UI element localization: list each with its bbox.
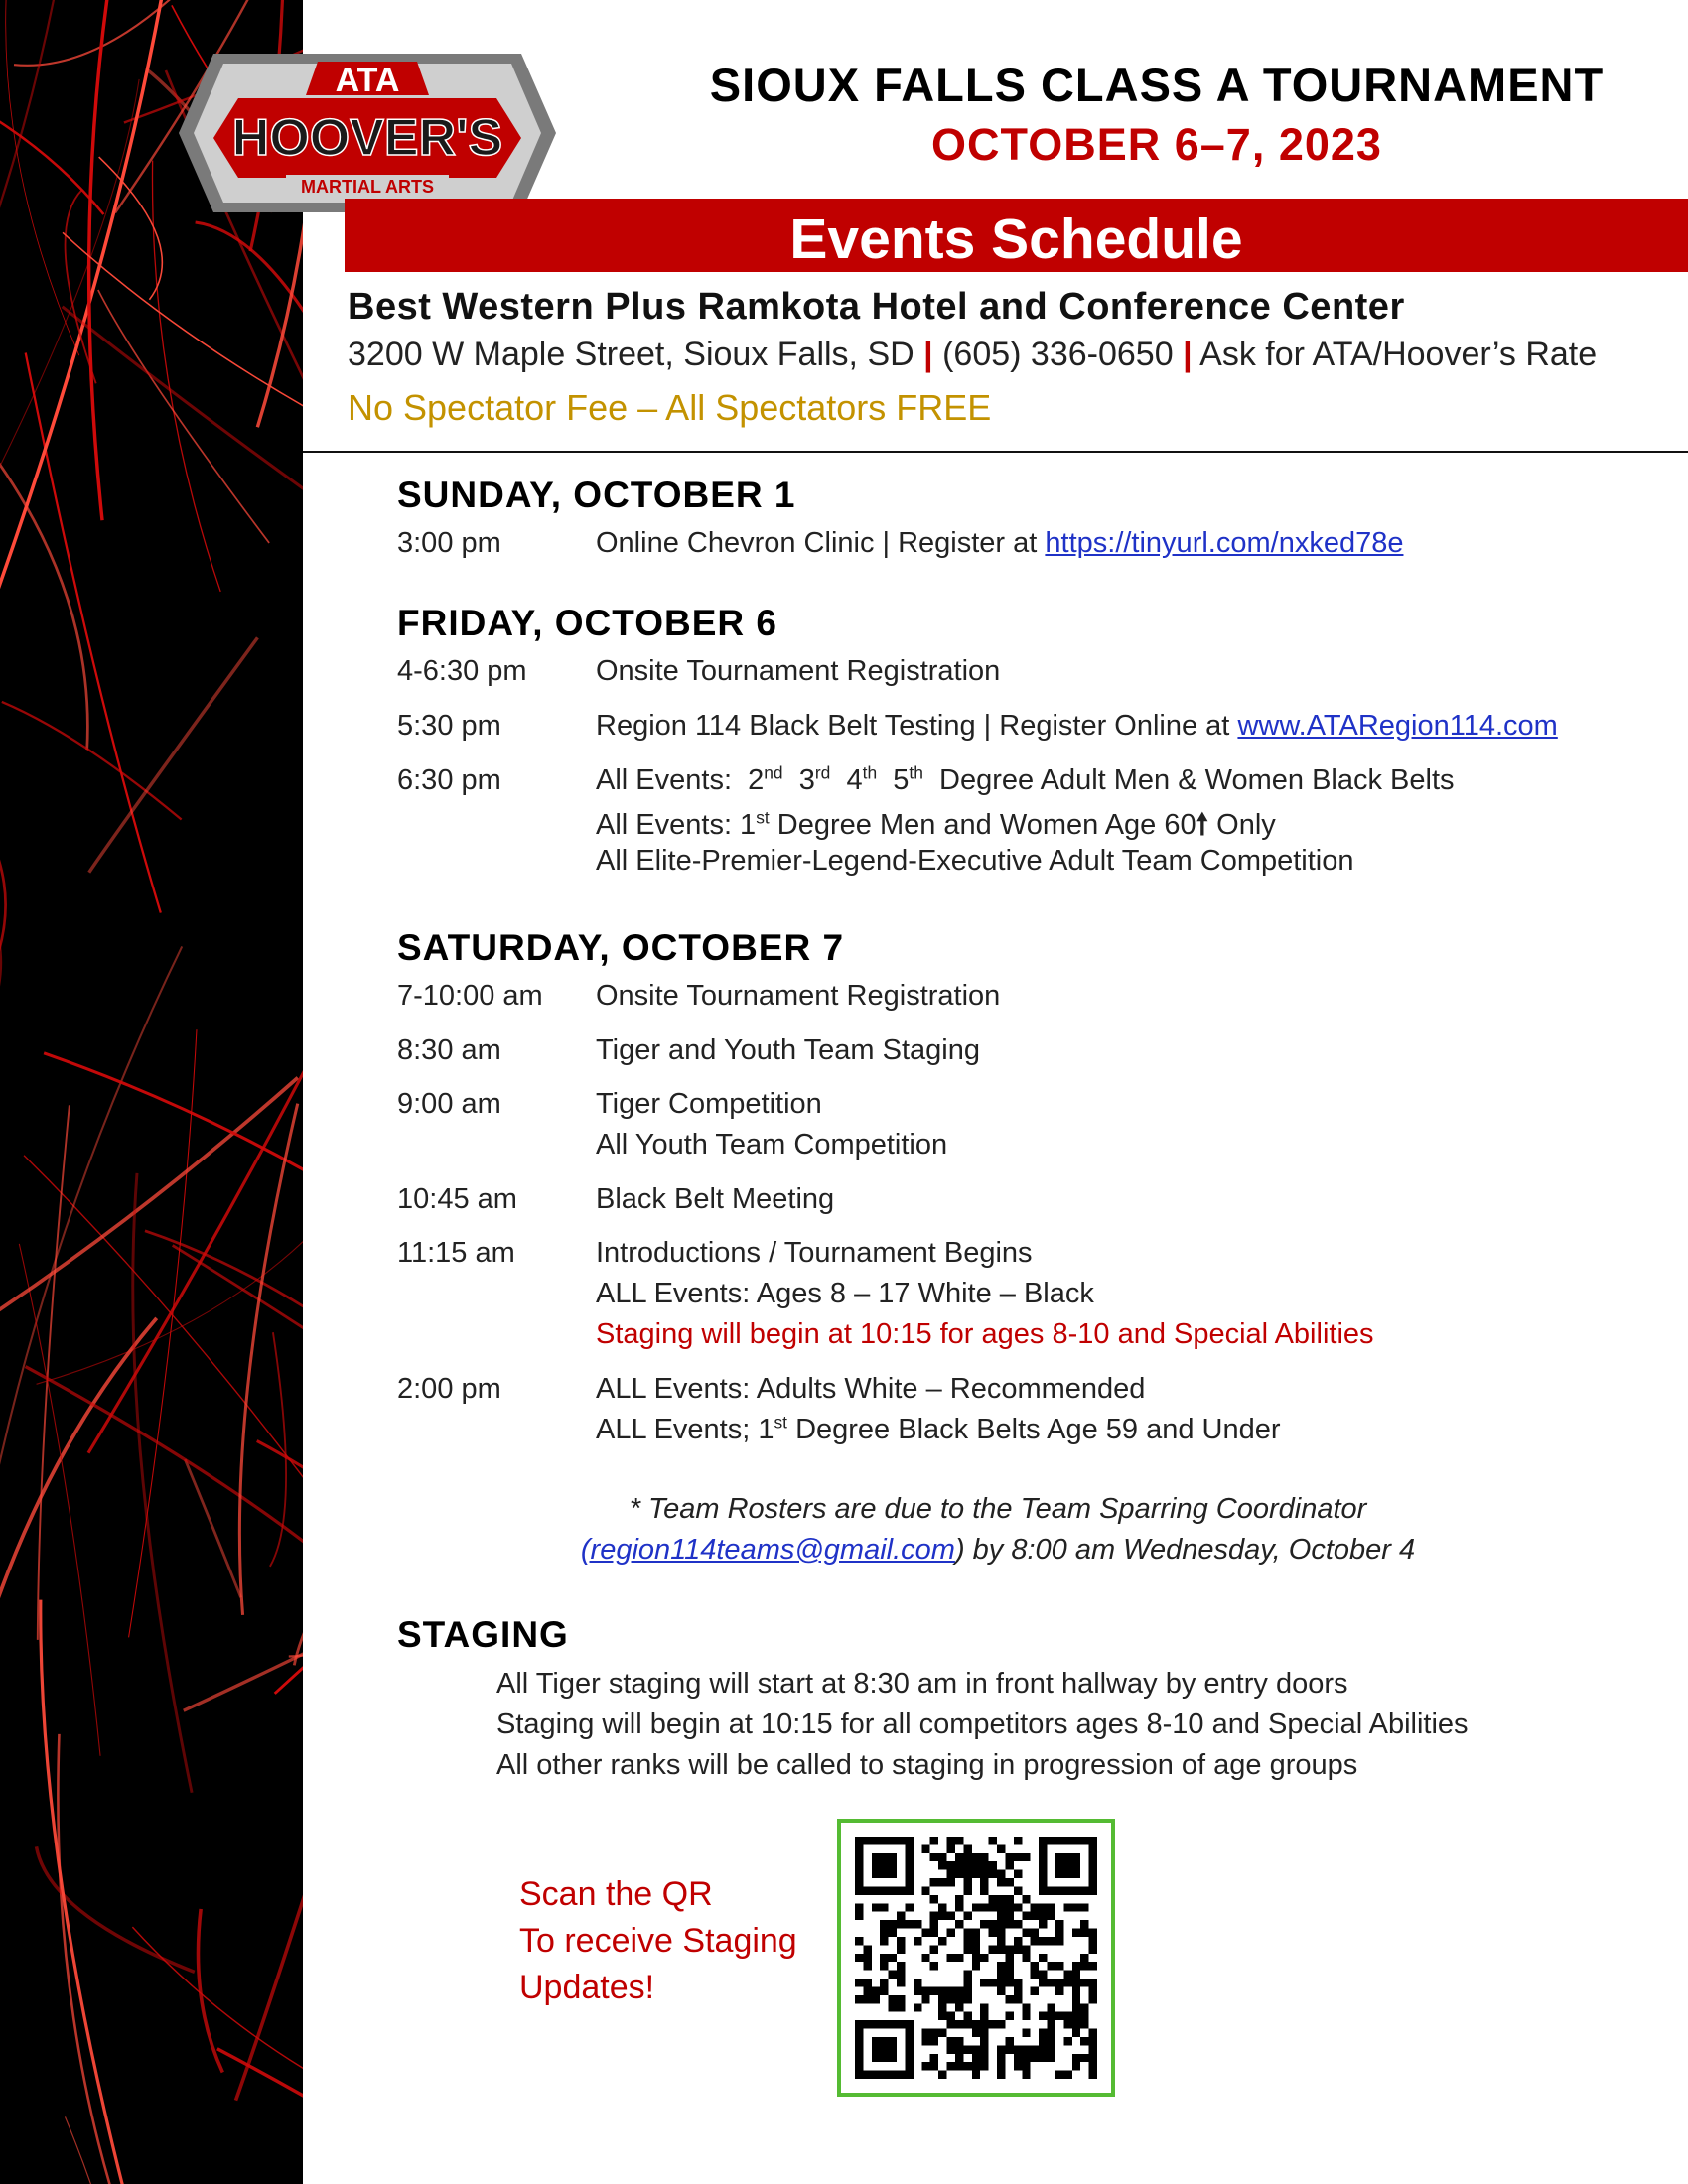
laser-streak [26, 1367, 303, 1605]
venue-name: Best Western Plus Ramkota Hotel and Conference Center [348, 286, 1405, 328]
ordinal-suffix: th [862, 762, 878, 783]
event-description: ALL Events: Adults White – Recommended [596, 1373, 1146, 1405]
staging-line: All other ranks will be called to staging in progression of age groups [496, 1749, 1358, 1781]
laser-streak [239, 1104, 297, 1615]
staging-warning: Staging will begin at 10:15 for ages 8-10 and Special Abilities [596, 1318, 1374, 1350]
degree-number: 5 [893, 764, 910, 796]
separator: | [1183, 336, 1193, 373]
event-description: Onsite Tournament Registration [596, 655, 1001, 687]
event-text: Online Chevron Clinic | Register at [596, 527, 1046, 559]
event-text: ALL Events; 1 [596, 1414, 774, 1445]
event-description: Onsite Tournament Registration [596, 980, 1001, 1012]
ordinal-suffix: st [774, 1412, 788, 1433]
svg-text:MARTIAL ARTS: MARTIAL ARTS [301, 177, 434, 197]
degree-number: 4 [846, 764, 863, 796]
ordinal-suffix: st [756, 807, 770, 828]
laser-streak [0, 931, 1, 1085]
staging-line: Staging will begin at 10:15 for all competitors ages 8-10 and Special Abilities [496, 1708, 1469, 1740]
tournament-dates: OCTOBER 6–7, 2023 [931, 119, 1382, 170]
laser-streak [24, 1156, 303, 1759]
laser-streak [275, 1553, 303, 1694]
event-text: Degree Black Belts Age 59 and Under [787, 1414, 1281, 1445]
svg-text:ATA: ATA [335, 62, 400, 99]
ordinal-suffix: th [909, 762, 923, 783]
event-time: 6:30 pm [397, 764, 501, 796]
laser-streak [0, 772, 6, 973]
laser-streak [133, 1173, 192, 1793]
event-description: All Elite-Premier-Legend-Executive Adult Team Competition [596, 845, 1354, 877]
event-time: 7-10:00 am [397, 980, 543, 1012]
spectator-fee-note: No Spectator Fee – All Spectators FREE [348, 387, 992, 428]
chevron-clinic-register-link[interactable]: https://tinyurl.com/nxked78e [1045, 527, 1404, 559]
laser-streak [0, 106, 103, 214]
laser-streak [185, 1459, 240, 1597]
laser-streak [217, 2049, 303, 2184]
qr-code-frame[interactable] [837, 1819, 1115, 2097]
header-divider [303, 451, 1688, 453]
up-arrow-icon: 🠕 [1196, 807, 1209, 841]
event-description: ALL Events: Ages 8 – 17 White – Black [596, 1278, 1094, 1309]
event-text: All Events: 1 [596, 809, 757, 841]
day-heading-saturday: SATURDAY, OCTOBER 7 [397, 927, 845, 968]
laser-streak [98, 290, 269, 543]
laser-streak [0, 0, 87, 273]
region-114-register-link[interactable]: www.ATARegion114.com [1237, 710, 1558, 742]
tournament-title: SIOUX FALLS CLASS A TOURNAMENT [709, 59, 1605, 111]
event-time: 10:45 am [397, 1183, 517, 1215]
svg-text:HOOVER'S: HOOVER'S [231, 109, 503, 167]
laser-streak [65, 2116, 192, 2184]
event-description [596, 710, 1558, 743]
day-heading-friday: FRIDAY, OCTOBER 6 [397, 603, 777, 643]
event-text: Degree Adult Men & Women Black Belts [939, 764, 1455, 796]
ordinal-suffix: nd [764, 762, 783, 783]
team-note-line [397, 1530, 1599, 1570]
team-roster-note [397, 1489, 1599, 1570]
event-time: 3:00 pm [397, 527, 501, 559]
events-schedule-banner [345, 199, 1688, 272]
hotel-rate-note: Ask for ATA/Hoover’s Rate [1199, 336, 1598, 373]
laser-streak [129, 1029, 197, 1637]
event-time: 11:15 am [397, 1237, 515, 1269]
event-description: Black Belt Meeting [596, 1183, 835, 1215]
event-description: Introductions / Tournament Begins [596, 1237, 1033, 1269]
event-description: Tiger and Youth Team Staging [596, 1034, 980, 1066]
venue-address-line [348, 336, 1597, 374]
event-text: All Events: [596, 764, 732, 796]
staging-line: All Tiger staging will start at 8:30 am in front hallway by entry doors [496, 1668, 1348, 1700]
laser-streak [19, 1244, 100, 1756]
laser-streak [0, 1078, 298, 1327]
qr-caption-line: Scan the QR [519, 1875, 713, 1913]
laser-streak [294, 1522, 303, 1665]
qr-caption-line: To receive Staging [519, 1922, 797, 1960]
qr-caption-line: Updates! [519, 1969, 655, 2006]
laser-streak [0, 79, 139, 537]
laser-streak [132, 1927, 303, 2154]
event-time: 9:00 am [397, 1088, 501, 1120]
venue-address: 3200 W Maple Street, Sioux Falls, SD [348, 336, 914, 373]
laser-streak [196, 222, 303, 373]
laser-streak [88, 806, 303, 1453]
team-note-deadline: ) by 8:00 am Wednesday, October 4 [954, 1534, 1416, 1566]
team-email-link[interactable]: (region114teams@gmail.com [580, 1534, 955, 1566]
staging-heading: STAGING [397, 1614, 569, 1655]
event-text: Region 114 Black Belt Testing | Register Online at [596, 710, 1238, 742]
laser-streak [26, 352, 161, 912]
event-time: 5:30 pm [397, 710, 501, 742]
event-description [596, 527, 1403, 560]
separator: | [923, 336, 933, 373]
laser-streak [2, 702, 182, 820]
laser-streak [236, 1774, 303, 2101]
team-note-line: * Team Rosters are due to the Team Sparring Coordinator [629, 1493, 1367, 1525]
laser-streak [173, 1245, 303, 1629]
qr-code-icon[interactable] [855, 1837, 1097, 2079]
banner-title: Events Schedule [789, 207, 1243, 271]
event-time: 8:30 am [397, 1034, 501, 1066]
degree-number: 3 [798, 764, 815, 796]
event-text: Degree Men and Women Age 60 [769, 809, 1196, 841]
event-description [596, 1414, 1281, 1446]
qr-caption [519, 1871, 797, 2011]
decorative-red-laser-panel [0, 0, 303, 2184]
day-heading-sunday: SUNDAY, OCTOBER 1 [397, 475, 796, 515]
event-text: Only [1208, 809, 1276, 841]
event-description: Tiger Competition [596, 1088, 822, 1120]
venue-phone: (605) 336-0650 [942, 336, 1174, 373]
degree-number: 2 [748, 764, 765, 796]
event-description: All Youth Team Competition [596, 1129, 948, 1160]
event-time: 4-6:30 pm [397, 655, 527, 687]
laser-streak [41, 1600, 149, 2184]
event-description [596, 764, 1455, 797]
ordinal-suffix: rd [814, 762, 831, 783]
event-time: 2:00 pm [397, 1373, 501, 1405]
laser-streak [89, 637, 258, 872]
